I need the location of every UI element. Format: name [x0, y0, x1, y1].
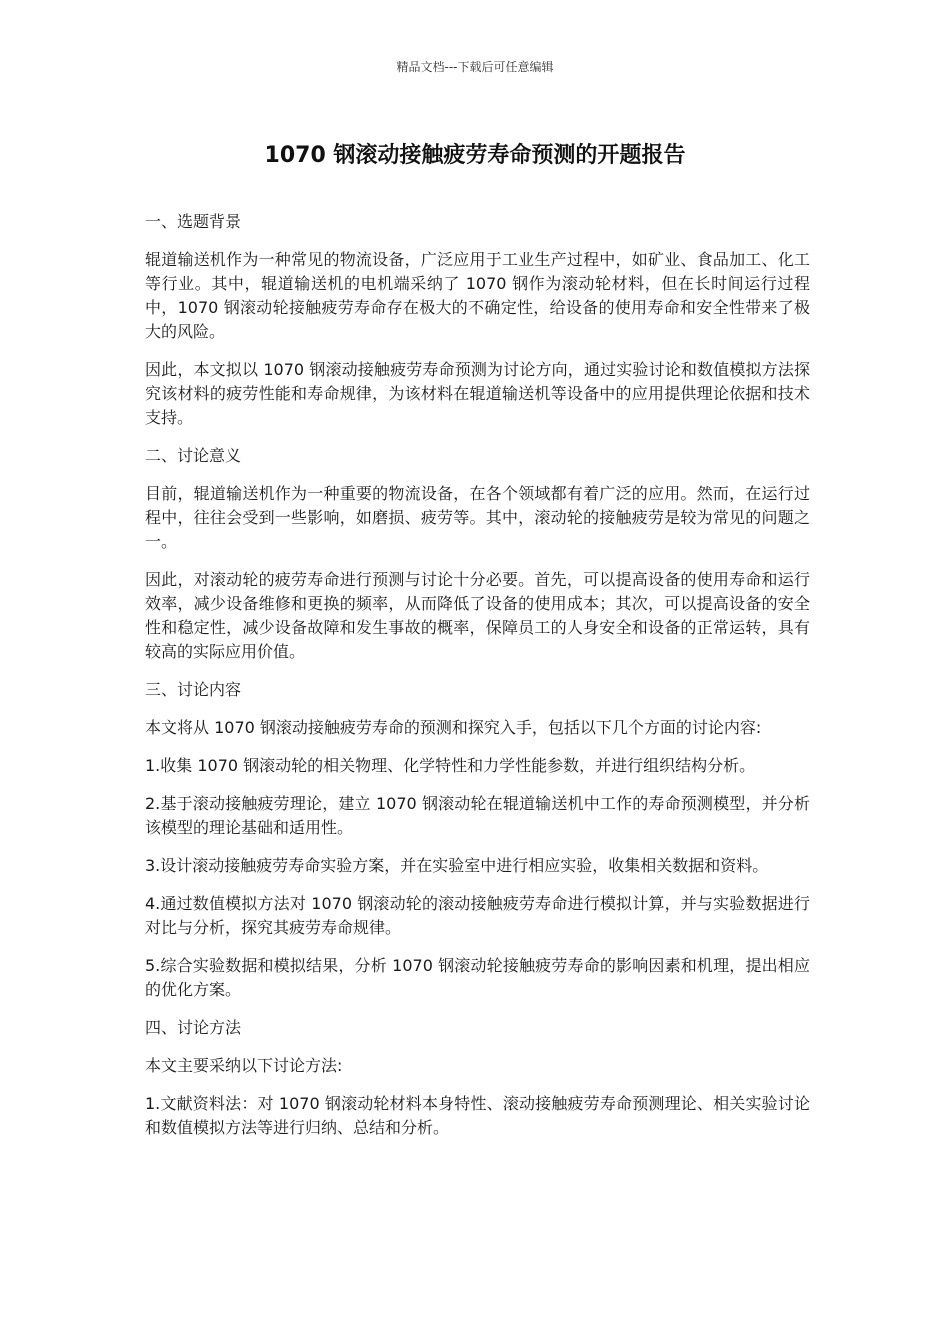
list-item: 4.通过数值模拟方法对 1070 钢滚动轮的滚动接触疲劳寿命进行模拟计算，并与实验数据进行对比与分析，探究其疲劳寿命规律。 — [145, 894, 810, 937]
list-item: 1.文献资料法：对 1070 钢滚动轮材料本身特性、滚动接触疲劳寿命预测理论、相关实验讨论和数值模拟方法等进行归纳、总结和分析。 — [145, 1094, 810, 1137]
list-item: 1.收集 1070 钢滚动轮的相关物理、化学特性和力学性能参数，并进行组织结构分析。 — [145, 756, 756, 775]
paragraph: 目前，辊道输送机作为一种重要的物流设备，在各个领域都有着广泛的应用。然而，在运行过程中，往往会受到一些影响，如磨损、疲劳等。其中，滚动轮的接触疲劳是较为常见的问题之一。 — [145, 484, 810, 551]
section-heading: 一、选题背景 — [145, 212, 242, 231]
paragraph: 因此，对滚动轮的疲劳寿命进行预测与讨论十分必要。首先，可以提高设备的使用寿命和运行效率，减少设备维修和更换的频率，从而降低了设备的使用成本；其次，可以提高设备的安全性和稳定性，减少设备故障和发生事故的概率，保障员工的人身安全和设备的正常运转，具有较高的实际应用价值。 — [145, 570, 810, 661]
document-body — [145, 210, 810, 1154]
header-note: 精品文档---下载后可任意编辑 — [396, 60, 554, 74]
paragraph: 本文主要采纳以下讨论方法: — [145, 1056, 343, 1075]
list-item: 3.设计滚动接触疲劳寿命实验方案，并在实验室中进行相应实验，收集相关数据和资料。 — [145, 856, 769, 875]
paragraph: 本文将从 1070 钢滚动接触疲劳寿命的预测和探究入手，包括以下几个方面的讨论内容: — [145, 718, 762, 737]
paragraph: 辊道输送机作为一种常见的物流设备，广泛应用于工业生产过程中，如矿业、食品加工、化工等行业。其中，辊道输送机的电机端采纳了 1070 钢作为滚动轮材料，但在长时间运行过程中，1070 钢滚动轮接触疲劳寿命存在极大的不确定性，给设备的使用寿命和安全性带来了极大的风险。 — [145, 250, 810, 341]
document-title: 1070 钢滚动接触疲劳寿命预测的开题报告 — [264, 143, 686, 168]
paragraph: 因此，本文拟以 1070 钢滚动接触疲劳寿命预测为讨论方向，通过实验讨论和数值模拟方法探究该材料的疲劳性能和寿命规律，为该材料在辊道输送机等设备中的应用提供理论依据和技术支持。 — [145, 360, 810, 427]
section-heading: 二、讨论意义 — [145, 446, 242, 465]
list-item: 2.基于滚动接触疲劳理论，建立 1070 钢滚动轮在辊道输送机中工作的寿命预测模型，并分析该模型的理论基础和适用性。 — [145, 794, 810, 837]
section-heading: 三、讨论内容 — [145, 680, 242, 699]
section-heading: 四、讨论方法 — [145, 1018, 242, 1037]
list-item: 5.综合实验数据和模拟结果，分析 1070 钢滚动轮接触疲劳寿命的影响因素和机理，提出相应的优化方案。 — [145, 956, 810, 999]
